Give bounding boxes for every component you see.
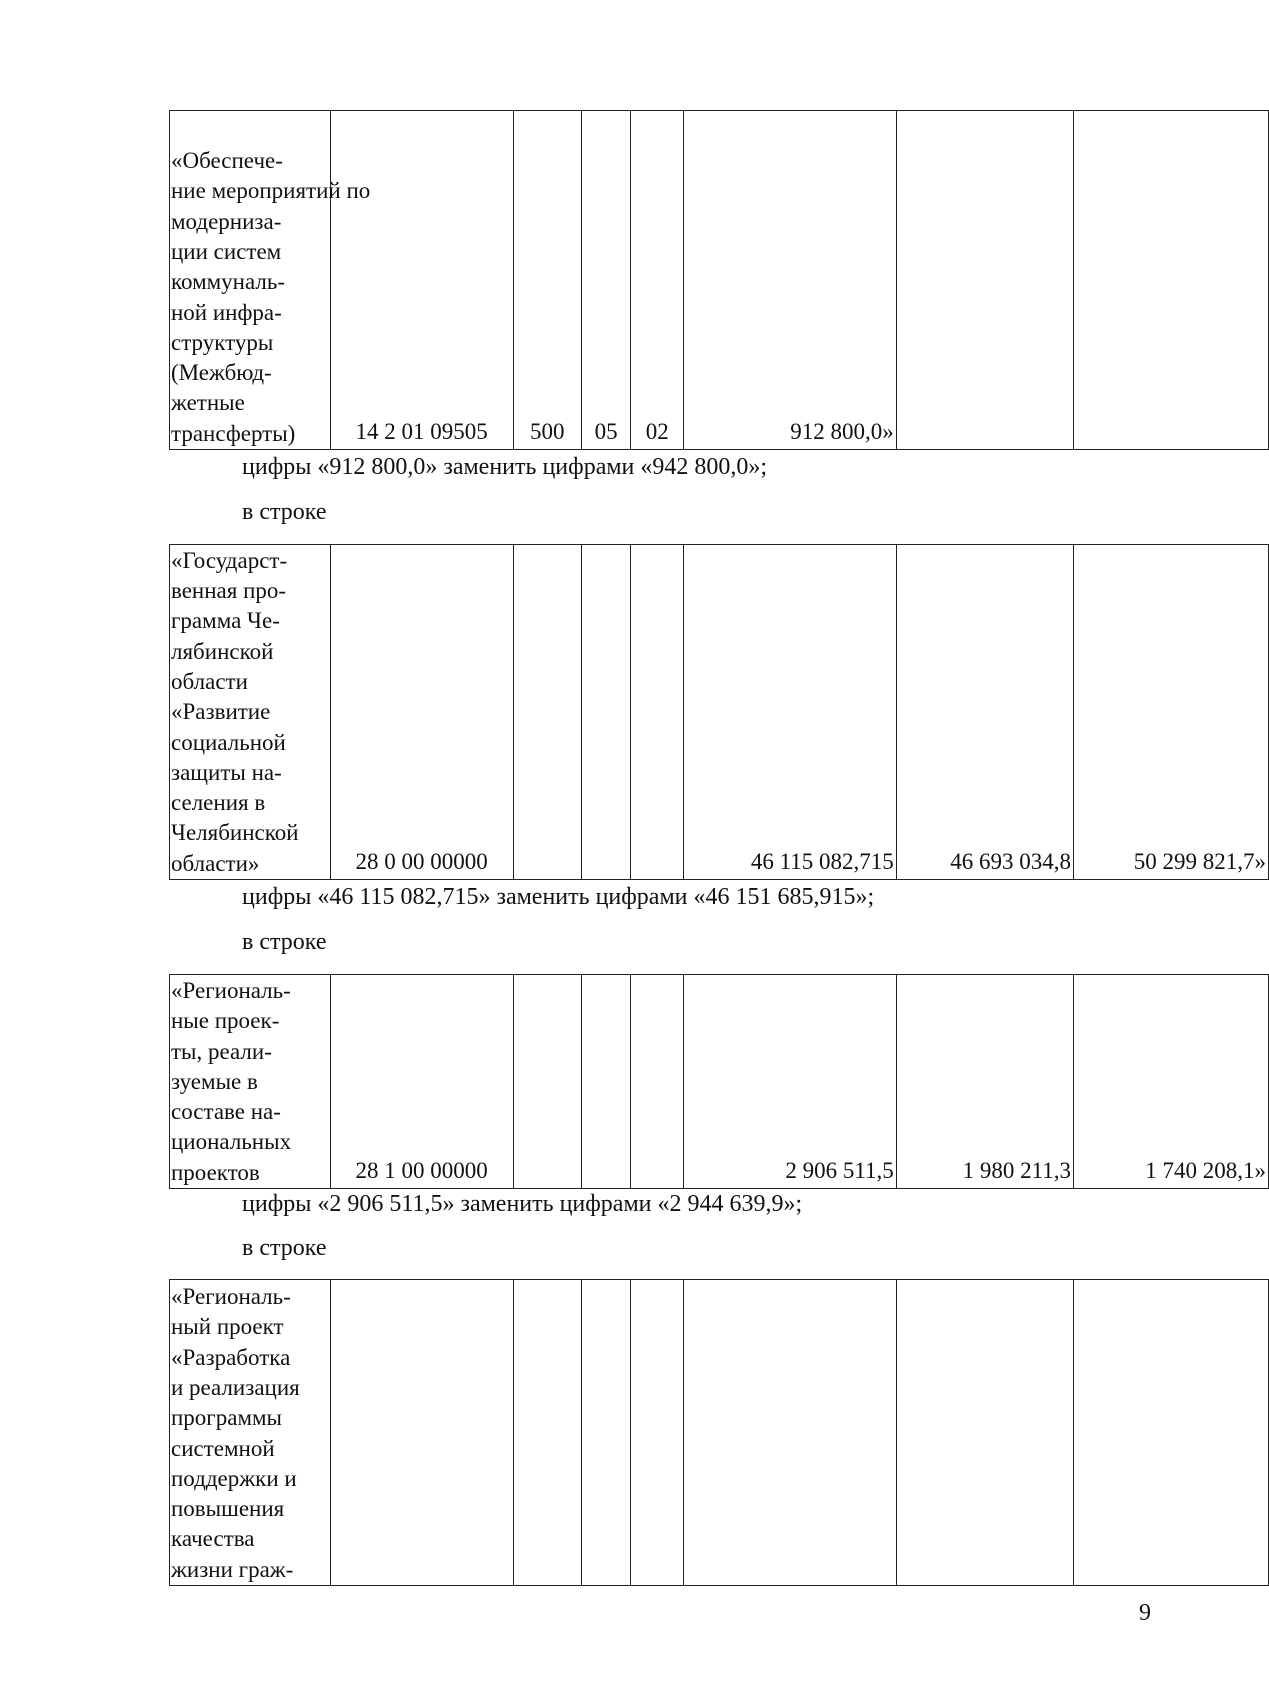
subsection-code xyxy=(631,1280,684,1586)
expense-type-code xyxy=(513,975,581,1189)
row-name xyxy=(171,546,329,879)
row-name-line: ный проект xyxy=(171,1314,284,1340)
row-name xyxy=(171,1282,329,1585)
target-article-code xyxy=(330,1280,513,1586)
amendment-instruction: цифры «912 800,0» заменить цифрами «942 800,0»; xyxy=(242,454,768,480)
table-row xyxy=(170,975,1269,1189)
amount-year-3: 50 299 821,7» xyxy=(1074,545,1269,880)
page-number: 9 xyxy=(1139,1600,1151,1626)
amount-year-3 xyxy=(1074,1280,1269,1586)
row-name-line: коммуналь- xyxy=(171,269,286,295)
row-name-line: области xyxy=(171,668,248,694)
subsection-code: 02 xyxy=(631,111,684,450)
amendment-instruction: цифры «2 906 511,5» заменить цифрами «2 944 639,9»; xyxy=(242,1191,803,1217)
row-name-cell xyxy=(170,545,331,880)
budget-table-4 xyxy=(169,1279,1269,1586)
row-name-cell xyxy=(170,111,371,450)
row-name-line: ной инфра- xyxy=(171,299,282,325)
in-row-label: в строке xyxy=(242,1235,327,1261)
target-article-code: 14 2 01 09505 xyxy=(330,111,513,450)
in-row-label: в строке xyxy=(242,499,327,525)
row-name-line: ты, реали- xyxy=(171,1038,272,1064)
row-name-line: ние мероприятий по xyxy=(171,178,371,204)
expense-type-code: 500 xyxy=(513,111,581,450)
row-name-line: «Обеспече- xyxy=(171,148,283,174)
subsection-code xyxy=(631,545,684,880)
amendment-instruction: цифры «46 115 082,715» заменить цифрами «46 151 685,915»; xyxy=(242,884,875,910)
expense-type-code xyxy=(513,545,581,880)
expense-type-code xyxy=(513,1280,581,1586)
amount-year-2: 46 693 034,8 xyxy=(896,545,1073,880)
row-name-line: программы xyxy=(171,1405,283,1431)
table-row xyxy=(170,111,1269,450)
section-code xyxy=(581,545,631,880)
section-code xyxy=(581,1280,631,1586)
amount-year-2 xyxy=(896,111,1073,450)
row-name-line: качества xyxy=(171,1526,255,1552)
table-row xyxy=(170,545,1269,880)
amount-year-1: 912 800,0» xyxy=(684,111,897,450)
row-name-line: системной xyxy=(171,1435,275,1461)
row-name-line: модерниза- xyxy=(171,208,282,234)
row-name xyxy=(171,976,329,1188)
row-name-line: зуемые в xyxy=(171,1068,258,1094)
in-row-label: в строке xyxy=(242,929,327,955)
row-name-line: ции систем xyxy=(171,238,282,264)
row-name-line: жизни граж- xyxy=(171,1556,294,1582)
row-name-line: трансферты) xyxy=(171,420,296,446)
row-name-line: циональных xyxy=(171,1129,292,1155)
row-name-line: «Региональ- xyxy=(171,1284,291,1310)
amount-year-1: 46 115 082,715 xyxy=(684,545,897,880)
table-row xyxy=(170,1280,1269,1586)
row-name-line: ные проек- xyxy=(171,1008,280,1034)
section-code: 05 xyxy=(581,111,631,450)
section-code xyxy=(581,975,631,1189)
amount-year-2 xyxy=(896,1280,1073,1586)
budget-table-3 xyxy=(169,974,1269,1189)
row-name-line: повышения xyxy=(171,1496,285,1522)
row-name-line: жетные xyxy=(171,390,245,416)
amount-year-1: 2 906 511,5 xyxy=(684,975,897,1189)
amount-year-3 xyxy=(1074,111,1269,450)
row-name-line: венная про- xyxy=(171,578,287,604)
row-name-line: грамма Че- xyxy=(171,608,280,634)
row-name-cell xyxy=(170,975,331,1189)
row-name-line: «Государст- xyxy=(171,547,288,573)
row-name-line: поддержки и xyxy=(171,1465,297,1491)
row-name-line: «Развитие xyxy=(171,699,271,725)
row-name-line: селения в xyxy=(171,790,266,816)
subsection-code xyxy=(631,975,684,1189)
amount-year-1 xyxy=(684,1280,897,1586)
row-name-line: социальной xyxy=(171,729,286,755)
row-name-line: Челябинской xyxy=(171,820,299,846)
row-name-line: лябинской xyxy=(171,638,274,664)
row-name-line: защиты на- xyxy=(171,759,282,785)
target-article-code: 28 0 00 00000 xyxy=(330,545,513,880)
row-name-line: области» xyxy=(171,850,260,876)
row-name-line: «Разработка xyxy=(171,1344,291,1370)
row-name-cell xyxy=(170,1280,331,1586)
budget-table-2 xyxy=(169,544,1269,880)
row-name-line: проектов xyxy=(171,1159,260,1185)
amount-year-3: 1 740 208,1» xyxy=(1074,975,1269,1189)
row-name-line: (Межбюд- xyxy=(171,360,272,386)
budget-table-1 xyxy=(169,110,1269,450)
row-name-line: структуры xyxy=(171,329,274,355)
row-name-line: и реализация xyxy=(171,1374,300,1400)
amount-year-2: 1 980 211,3 xyxy=(896,975,1073,1189)
row-name-line: составе на- xyxy=(171,1099,281,1125)
target-article-code: 28 1 00 00000 xyxy=(330,975,513,1189)
row-name-line: «Региональ- xyxy=(171,977,291,1003)
row-name xyxy=(171,146,371,449)
